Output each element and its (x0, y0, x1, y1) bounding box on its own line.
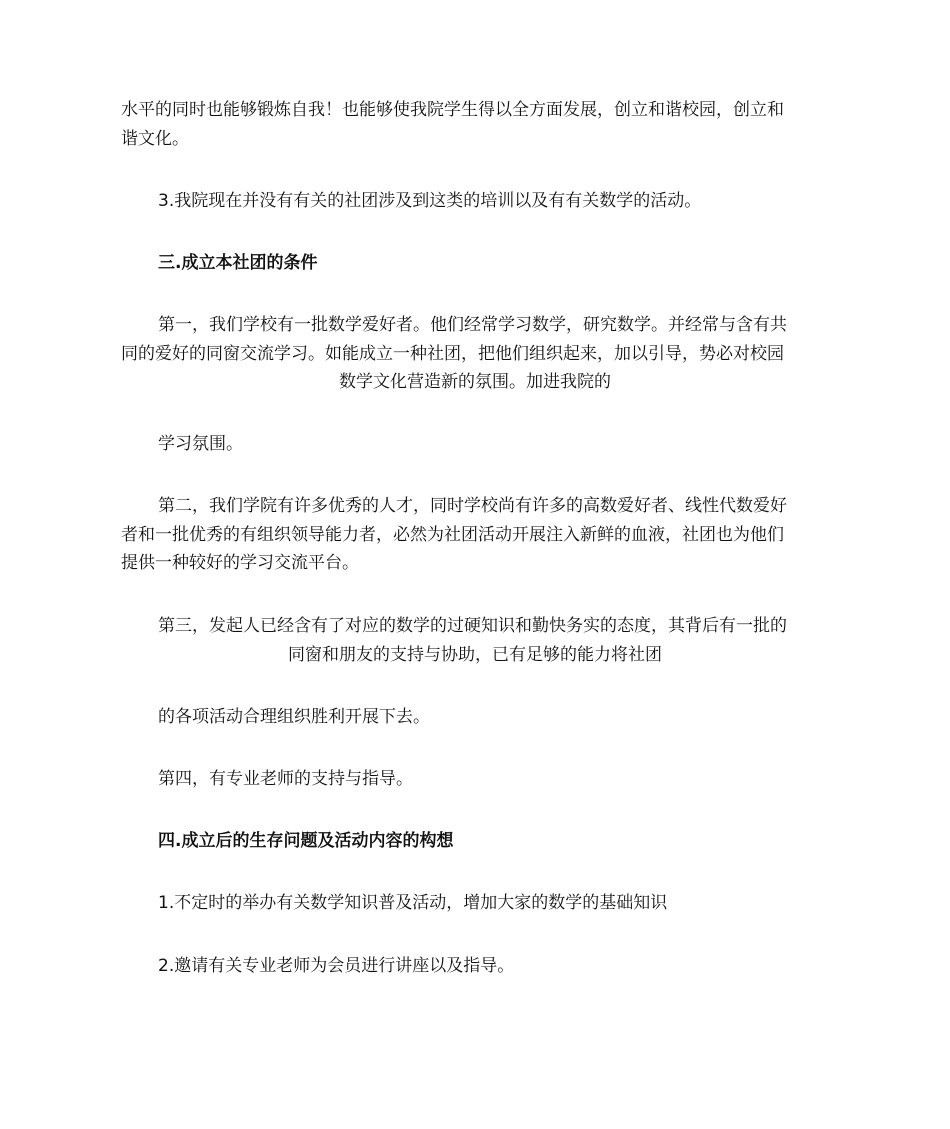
paragraph-third-line-1: 第三，发起人已经含有了对应的数学的过硬知识和勤快务实的态度，其背后有一批的 (158, 616, 787, 636)
section-heading-3: 三.成立本社团的条件 (158, 253, 318, 273)
paragraph-third-line-2: 同窗和朋友的支持与协助，已有足够的能力将社团 (288, 645, 662, 665)
continuation-line-1: 水平的同时也能够锻炼自我！也能够使我院学生得以全方面发展，创立和谐校园，创立和 (121, 100, 784, 120)
paragraph-second-line-1: 第二，我们学院有许多优秀的人才，同时学校尚有许多的高数爱好者、线性代数爱好 (158, 496, 787, 516)
paragraph-first-tail: 学习氛围。 (158, 434, 243, 454)
section-heading-4: 四.成立后的生存问题及活动内容的构想 (158, 831, 454, 851)
paragraph-second-line-3: 提供一种较好的学习交流平台。 (121, 553, 359, 573)
paragraph-second-line-2: 者和一批优秀的有组织领导能力者，必然为社团活动开展注入新鲜的血液，社团也为他们 (121, 525, 784, 545)
paragraph-first-line-2: 同的爱好的同窗交流学习。如能成立一种社团，把他们组织起来，加以引导，势必对校园 (121, 344, 784, 364)
paragraph-first-line-1: 第一，我们学校有一批数学爱好者。他们经常学习数学，研究数学。并经常与含有共 (158, 315, 787, 335)
paragraph-item-3: 3.我院现在并没有有关的社团涉及到这类的培训以及有有关数学的活动。 (158, 191, 702, 211)
plan-item-1: 1.不定时的举办有关数学知识普及活动，增加大家的数学的基础知识 (158, 893, 668, 913)
paragraph-fourth: 第四，有专业老师的支持与指导。 (158, 769, 413, 789)
paragraph-third-tail: 的各项活动合理组织胜利开展下去。 (158, 707, 430, 727)
continuation-line-2: 谐文化。 (121, 129, 189, 149)
plan-item-2: 2.邀请有关专业老师为会员进行讲座以及指导。 (158, 956, 515, 976)
paragraph-first-line-3: 数学文化营造新的氛围。加进我院的 (339, 372, 611, 392)
